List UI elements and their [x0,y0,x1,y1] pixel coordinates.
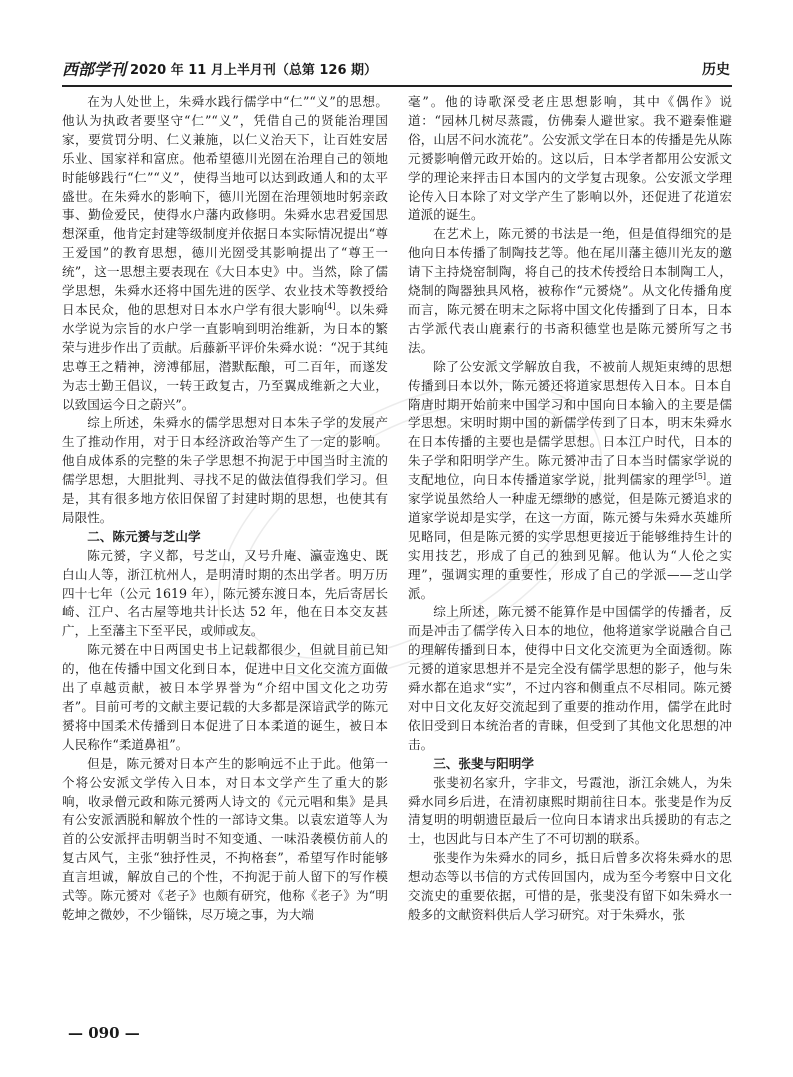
citation-ref: [5] [694,471,706,481]
page-number: — 090 — [68,1024,140,1042]
right-paragraph [408,849,732,925]
paragraph-text: 陈元赟，字义都，号芝山，又号升庵、瀛壶逸史、既白山人等，浙江杭州人，是明清时期的杰出学者。明万历四十七年（公元 1619 年），陈元赟东渡日本，先后寄居长崎、江户、名古屋等地共计长达 52 年，他在日本交友甚广，上至藩主下至平民，或师或友。 [62,547,388,639]
paragraph-text: 除了公安派文学解放自我，不被前人规矩束缚的思想传播到日本以外，陈元赟还将道家思想传入日本。日本自隋唐时期开始前来中国学习和中国向日本输入的主要是儒学思想。宋明时期中国的新儒学传到了日本，明末朱舜水在日本传播的主要也是儒学思想。日本江户时代，日本的朱子学和阳明学产生。陈元赟冲击了日本当时儒家学说的支配地位，向日本传播道家学说，批判儒家的理学 [408,358,732,488]
left-paragraph [62,547,388,642]
paragraph-text: 在为人处世上，朱舜水践行儒学中“仁”“义”的思想。他认为执政者要坚守“仁”“义”，凭借自己的贤能治理国家，要赏罚分明、仁义兼施，以仁义治天下，让百姓安居乐业、国家祥和富庶。他希望德川光圀在治理自己的领地时能够践行“仁”“义”，使得当地可以达到政通人和的太平盛世。在朱舜水的影响下，德川光圀在治理领地时躬亲政事、勤俭爱民，使得水户藩内政修明。朱舜水忠君爱国思想深重，他肯定封建等级制度并依据日本实际情况提出“尊王爱国”的教育思想，德川光圀受其影响提出了“尊王一统”，这一思想主要表现在《大日本史》中。当然，除了儒学思想，朱舜水还将中国先进的医学、农业技术等教授给日本民众，他的思想对日本水户学有很大影响 [62,94,388,317]
paragraph-text: 。以朱舜水学说为宗旨的水户学一直影响到明治维新，为日本的繁荣与进步作出了贡献。后藤新平评价朱舜水说：“况于其纯忠尊王之精神，滂溥郁屈，潜默酝酿，可二百年，而遂发为志士勤王倡议，一转王政复古，乃至翼成维新之大业，以致国运今日之蔚兴”。 [62,301,388,412]
issue-info: 2020 年 11 月上半月刊（总第 126 期） [130,63,378,78]
right-column [408,93,732,1013]
journal-logo: 西部学刊 [62,60,127,79]
paragraph-text: 毫”。他的诗歌深受老庄思想影响，其中《偶作》说道：“园林几树尽蒸霞，仿佛秦人避世家。我不避秦惟避俗，山居不问水流花”。公安派文学在日本的传播是先从陈元赟影响僧元政开始的。这以后，日本学者都用公安派文学的理论来抨击日本国内的文学复古现象。公安派文学理论传入日本除了对文学产生了影响以外，还促进了花道宏道派的诞生。 [408,94,732,223]
section-heading: 二、陈元赟与芝山学 [87,528,201,544]
paragraph-text: 综上所述，陈元赟不能算作是中国儒学的传播者，反而是冲击了儒学传入日本的地位，他将道家学说融合自己的理解传播到日本，使得中日文化交流更为全面透彻。陈元赟的道家思想并不是完全没有儒学思想的影子，他与朱舜水都在追求“实”，不过内容和侧重点不尽相同。陈元赟对中日文化友好交流起到了重要的推动作用，儒学在此时依旧受到日本统治者的青睐，但受到了其他文化思想的冲击。 [408,604,732,752]
paragraph-text: 张斐作为朱舜水的同乡，抵日后曾多次将朱舜水的思想动态等以书信的方式传回国内，成为至今考察中日文化交流史的重要依据，可惜的是，张斐没有留下如朱舜水一般多的文献资料供后人学习研究。对于朱舜水，张 [408,850,732,922]
right-paragraph [408,225,732,357]
paragraph-text: 综上所述，朱舜水的儒学思想对日本朱子学的发展产生了推动作用，对于日本经济政治等产生了一定的影响。他自成体系的完整的朱子学思想不拘泥于中国当时主流的儒学思想，大胆批判、寻找不足的做法值得我们学习。但是，其有很多地方依旧保留了封建时期的思想，也使其有局限性。 [62,415,388,525]
left-paragraph [62,755,388,925]
right-paragraph [408,358,732,604]
section-title: 历史 [702,62,730,78]
paragraph-text: 。道家学说虽然给人一种虚无缥缈的感觉，但是陈元赟追求的道家学说却是实学，在这一方面，陈元赟与朱舜水英雄所见略同，但是陈元赟的实学思想更接近于能够维持生计的实用技艺，形成了自己的独到见解。他认为“人伦之实理”，强调实理的重要性，形成了自己的学派——芝山学派。 [408,472,732,601]
right-paragraph [408,93,732,225]
citation-ref: [4] [324,301,336,311]
paragraph-text: 但是，陈元赟对日本产生的影响远不止于此。他第一个将公安派文学传入日本，对日本文学产生了重大的影响，收录僧元政和陈元赟两人诗文的《元元唱和集》是具有公安派洒脱和解放个性的一部诗文集。以袁宏道等人为首的公安派抨击明朝当时不知变通、一味沿袭模仿前人的复古风气，主张“独抒性灵，不拘格套”，希望写作时能够直言坦诚，解放自己的个性，不拘泥于前人留下的写作模式等。陈元赟对《老子》也颇有研究，他称《老子》为“明乾坤之微妙，不少锱铢，尽万境之事，为大端 [62,755,388,922]
left-paragraph [62,641,388,754]
right-paragraph [408,603,732,754]
left-paragraph [62,414,388,527]
paragraph-text: 陈元赟在中日两国史书上记载都很少，但就目前已知的，他在传播中国文化到日本，促进中日文化交流方面做出了卓越贡献，被日本学界誉为“介绍中国文化之功劳者”。目前可考的文献主要记载的大多都是深谙武学的陈元赟将中国柔术传播到日本促进了日本柔道的诞生，被日本人民称作“柔道鼻祖”。 [62,642,388,752]
section-heading: 三、张斐与阳明学 [433,755,534,771]
paragraph-text: 张斐初名家升，字非文，号霞池，浙江余姚人，为朱舜水同乡后进，在清初康熙时期前往日本。张斐是作为反清复明的明朝遗臣最后一位向日本请求出兵援助的有志之士，也因此与日本产生了不可切割的联系。 [408,774,732,847]
left-paragraph [62,93,388,414]
header-rule [62,85,732,87]
left-column [62,93,388,1013]
page-header [62,60,732,82]
right-paragraph [408,774,732,850]
paragraph-text: 在艺术上，陈元赟的书法是一绝，但是值得细究的是他向日本传播了制陶技艺等。他在尾川藩主德川光友的邀请下主持烧窑制陶，将自己的技术传授给日本制陶工人，烧制的陶器独具风格，被称作“元赟烧”。从文化传播角度而言，陈元赟在明末之际将中国文化传播到了日本，日本古学派代表山鹿素行的书斋积德堂也是陈元赟所写之书法。 [408,226,732,355]
